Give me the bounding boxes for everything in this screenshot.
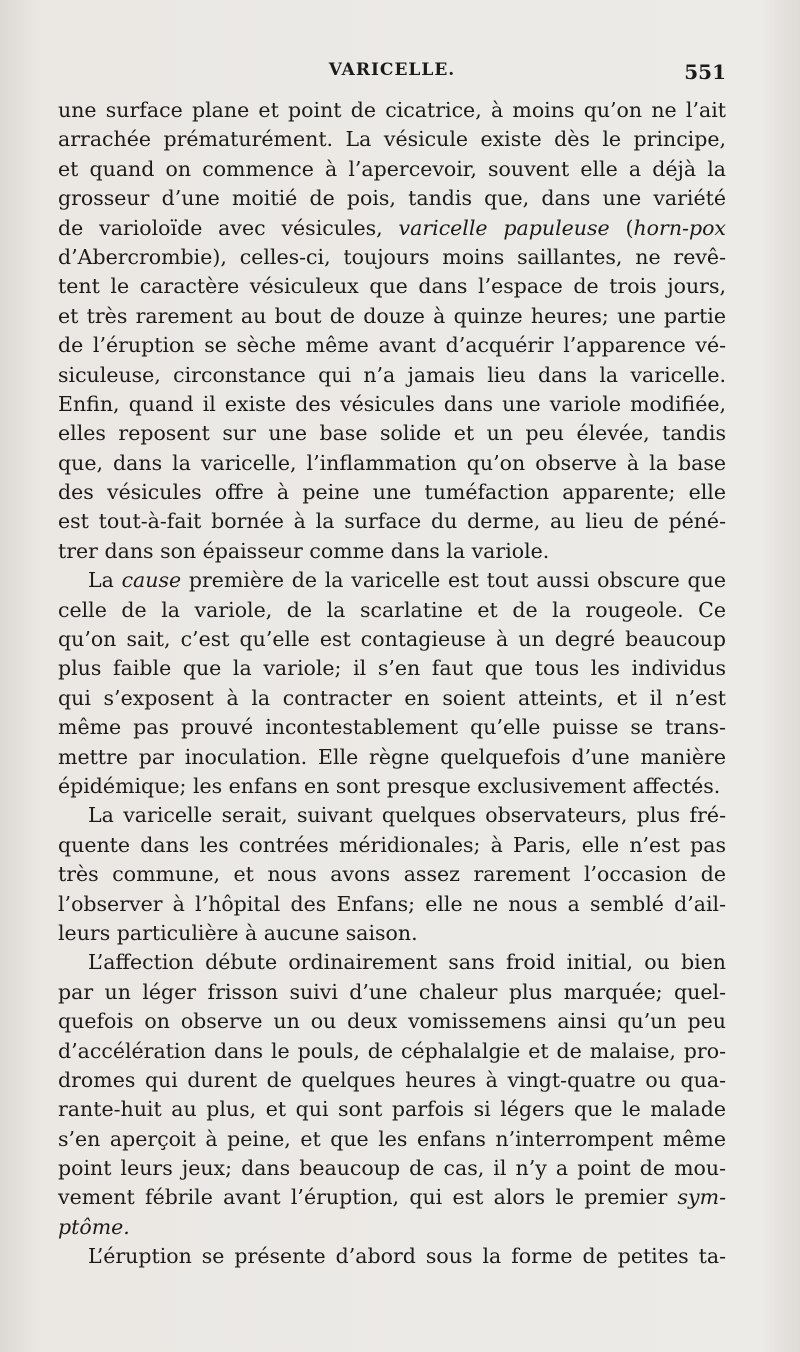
text-segment: même pas prouvé incontestablement qu’elle puisse se trans- <box>58 715 726 740</box>
text-segment: quente dans les contrées méridionales; à Paris, elle n’est pas <box>58 832 726 857</box>
text-segment: tent le caractère vésiculeux que dans l’espace de trois jours, <box>58 274 726 299</box>
text-segment: L’éruption se présente d’abord sous la forme de petites ta- <box>88 1244 726 1269</box>
page-number: 551 <box>684 60 726 84</box>
text-segment: siculeuse, circonstance qui n’a jamais lieu dans la varicelle. <box>58 362 726 387</box>
text-line <box>58 537 726 566</box>
text-line <box>58 596 726 625</box>
text-line <box>58 1095 726 1124</box>
text-segment: rante-huit au plus, et qui sont parfois si légers que le malade <box>58 1097 726 1122</box>
text-line <box>58 419 726 448</box>
text-segment: des vésicules offre à peine une tuméfaction apparente; elle <box>58 480 726 505</box>
text-line <box>58 272 726 301</box>
text-segment: dromes qui durent de quelques heures à vingt-quatre ou qua- <box>58 1067 726 1092</box>
text-segment: elles reposent sur une base solide et un peu élevée, tandis <box>58 421 726 446</box>
text-segment: L’affection débute ordinairement sans froid initial, ou bien <box>88 950 726 975</box>
text-segment: celle de la variole, de la scarlatine et de la rougeole. Ce <box>58 597 726 622</box>
text-segment: que, dans la varicelle, l’inflammation qu’on observe à la base <box>58 450 726 475</box>
body-text <box>58 96 726 1272</box>
text-segment: grosseur d’une moitié de pois, tandis que, dans une variété <box>58 186 726 211</box>
text-segment: et quand on commence à l’apercevoir, souvent elle a déjà la <box>58 156 726 181</box>
text-line <box>58 625 726 654</box>
italic-text: cause <box>121 568 182 593</box>
italic-text: horn-pox <box>633 215 726 240</box>
page-header <box>58 60 726 88</box>
text-segment: La <box>88 568 122 593</box>
text-line <box>58 1125 726 1154</box>
text-segment: l’observer à l’hôpital des Enfans; elle ne nous a semblé d’ail- <box>58 891 726 916</box>
text-line <box>58 1037 726 1066</box>
text-line <box>58 184 726 213</box>
text-line <box>58 214 726 243</box>
text-line <box>58 831 726 860</box>
text-line <box>58 1007 726 1036</box>
text-segment: de varioloïde avec vésicules, <box>58 215 399 240</box>
italic-text: sym- <box>677 1185 726 1210</box>
text-line <box>58 566 726 595</box>
text-segment: Enfin, quand il existe des vésicules dans une variole modifiée, <box>58 391 726 416</box>
text-line <box>58 978 726 1007</box>
italic-text: ptôme. <box>58 1214 130 1239</box>
text-line <box>58 772 726 801</box>
text-line <box>58 155 726 184</box>
text-line <box>58 507 726 536</box>
text-line <box>58 96 726 125</box>
text-segment: par un léger frisson suivi d’une chaleur plus marquée; quel- <box>58 979 726 1004</box>
text-line <box>58 743 726 772</box>
text-line <box>58 478 726 507</box>
running-head: VARICELLE. <box>328 60 456 80</box>
text-segment: est tout-à-fait bornée à la surface du derme, au lieu de péné- <box>58 509 726 534</box>
text-line <box>58 1066 726 1095</box>
text-segment: arrachée prématurément. La vésicule existe dès le principe, <box>58 127 726 152</box>
text-line <box>58 684 726 713</box>
text-segment: qu’on sait, c’est qu’elle est contagieuse à un degré beaucoup <box>58 627 726 652</box>
text-segment: qui s’exposent à la contracter en soient atteints, et il n’est <box>58 685 726 710</box>
text-line <box>58 1154 726 1183</box>
text-line <box>58 449 726 478</box>
text-segment: d’accélération dans le pouls, de céphalalgie et de malaise, pro- <box>58 1038 726 1063</box>
text-segment: s’en aperçoit à peine, et que les enfans n’interrompent même <box>58 1126 726 1151</box>
italic-text: varicelle papuleuse <box>398 215 610 240</box>
text-segment: très commune, et nous avons assez rarement l’occasion de <box>58 862 726 887</box>
text-segment: mettre par inoculation. Elle règne quelquefois d’une manière <box>58 744 726 769</box>
text-line <box>58 302 726 331</box>
text-segment: trer dans son épaisseur comme dans la variole. <box>58 538 550 563</box>
text-line <box>58 919 726 948</box>
text-line <box>58 860 726 889</box>
text-line <box>58 390 726 419</box>
text-segment: et très rarement au bout de douze à quinze heures; une partie <box>58 303 726 328</box>
text-segment: leurs particulière à aucune saison. <box>58 920 418 945</box>
text-line <box>58 948 726 977</box>
text-segment: de l’éruption se sèche même avant d’acquérir l’apparence vé- <box>58 333 726 358</box>
text-line <box>58 243 726 272</box>
text-line <box>58 713 726 742</box>
text-segment: vement fébrile avant l’éruption, qui est alors le premier <box>58 1185 678 1210</box>
text-line <box>58 890 726 919</box>
text-segment: une surface plane et point de cicatrice, à moins qu’on ne l’ait <box>58 98 726 122</box>
text-segment: épidémique; les enfans en sont presque exclusivement affectés. <box>58 773 721 798</box>
text-line <box>58 1242 726 1271</box>
text-segment: plus faible que la variole; il s’en faut que tous les individus <box>58 656 726 681</box>
text-segment: point leurs jeux; dans beaucoup de cas, il n’y a point de mou- <box>58 1156 726 1181</box>
text-line <box>58 331 726 360</box>
text-segment: La varicelle serait, suivant quelques observateurs, plus fré- <box>88 803 726 828</box>
text-line <box>58 654 726 683</box>
text-line <box>58 801 726 830</box>
text-segment: d’Abercrombie), celles-ci, toujours moins saillantes, ne revê- <box>58 244 726 269</box>
text-segment: ( <box>609 215 634 240</box>
text-segment: première de la varicelle est tout aussi obscure que <box>181 568 726 593</box>
text-segment: quefois on observe un ou deux vomissemens ainsi qu’un peu <box>58 1009 726 1034</box>
text-line <box>58 125 726 154</box>
text-line <box>58 1183 726 1212</box>
text-line <box>58 1213 726 1242</box>
text-line <box>58 361 726 390</box>
